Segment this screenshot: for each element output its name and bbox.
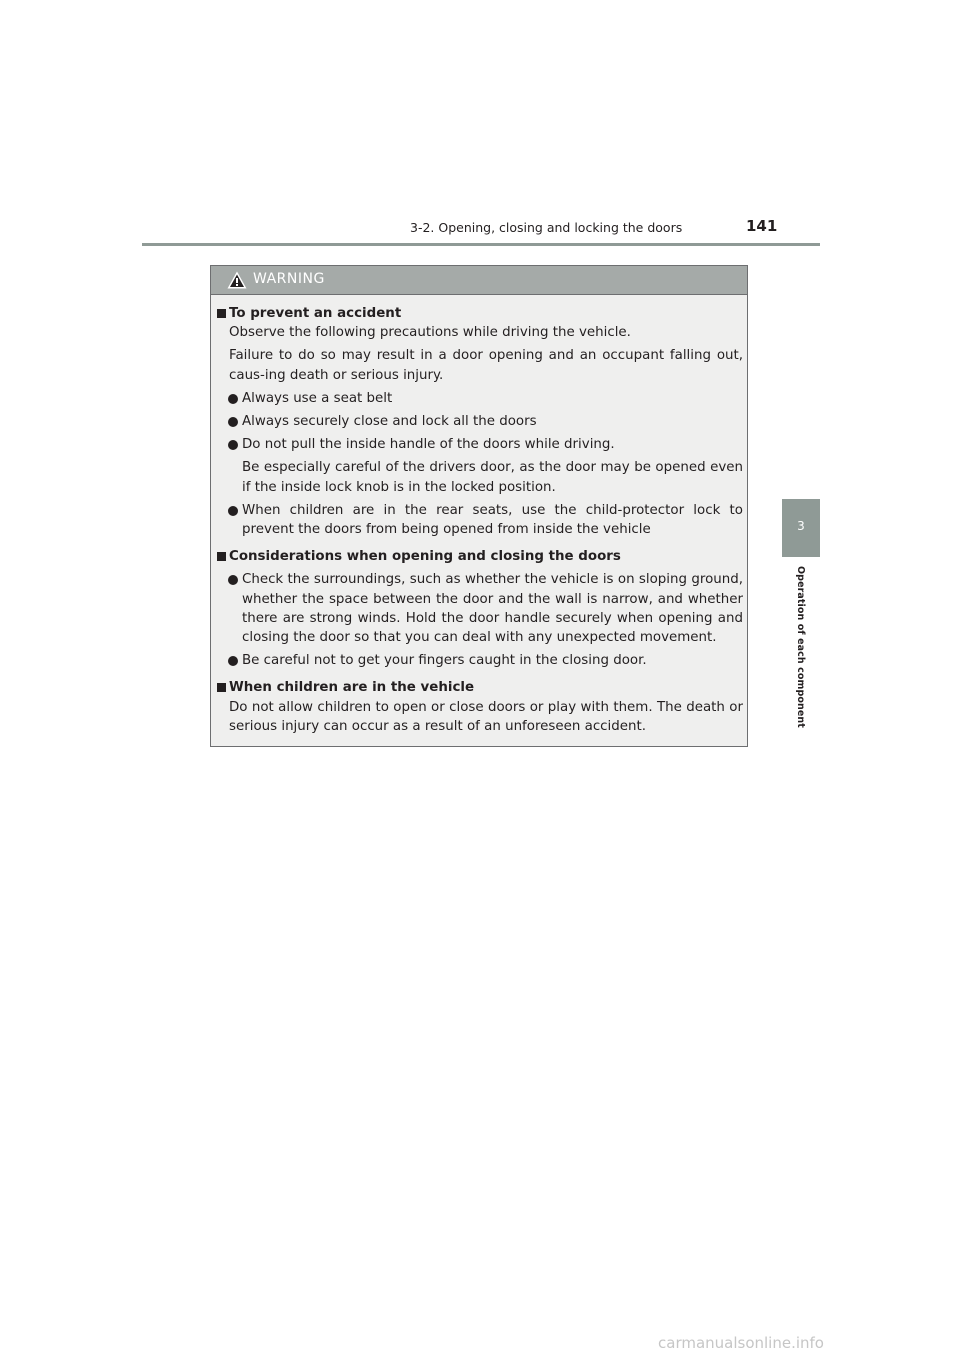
square-bullet-icon bbox=[217, 683, 226, 692]
accident-intro: Observe the following precautions while driving the vehicle. bbox=[229, 325, 631, 341]
section-heading-accident bbox=[211, 304, 749, 323]
list-item-text: Always securely close and lock all the doors bbox=[242, 414, 537, 430]
list-item bbox=[211, 651, 749, 670]
accident-detail: Failure to do so may result in a door opening and an occupant falling out, caus-ing death or serious injury. bbox=[229, 348, 743, 383]
list-item-text: Be careful not to get your fingers caught in the closing door. bbox=[242, 653, 647, 669]
round-bullet-icon bbox=[228, 656, 238, 666]
list-item-text: When children are in the rear seats, use the child-protector lock to prevent the doors from being opened from inside the vehicle bbox=[242, 502, 743, 538]
list-item bbox=[211, 412, 749, 431]
round-bullet-icon bbox=[228, 506, 238, 516]
list-item-text: Do not pull the inside handle of the doors while driving. bbox=[242, 437, 615, 453]
chapter-tab-label: Operation of each component bbox=[795, 566, 806, 728]
round-bullet-icon bbox=[228, 394, 238, 404]
round-bullet-icon bbox=[228, 417, 238, 427]
section-heading-opening bbox=[211, 547, 749, 566]
section-heading-text: When children are in the vehicle bbox=[229, 680, 475, 696]
chapter-tab-number: 3 bbox=[797, 519, 805, 533]
children-text: Do not allow children to open or close doors or play with them. The death or serious injury can occur as a result of an unforeseen accident. bbox=[229, 699, 743, 734]
header-rule bbox=[142, 243, 820, 246]
round-bullet-icon bbox=[228, 440, 238, 450]
running-header-section: 3-2. Opening, closing and locking the doors bbox=[410, 220, 683, 235]
warning-triangle-icon bbox=[227, 271, 247, 289]
round-bullet-icon bbox=[228, 575, 238, 585]
list-item bbox=[211, 435, 749, 454]
list-item-text: Always use a seat belt bbox=[242, 390, 393, 406]
chapter-tab bbox=[782, 499, 820, 557]
list-item bbox=[211, 501, 749, 539]
section-heading-text: To prevent an accident bbox=[229, 306, 402, 321]
square-bullet-icon bbox=[217, 552, 226, 561]
warning-header bbox=[211, 266, 747, 295]
page-number: 141 bbox=[746, 217, 778, 235]
list-item-text: Check the surroundings, such as whether the vehicle is on sloping ground, whether the space between the door and the wall is narrow, and whether there are strong winds. Hold the door handle securely when opening and closing the door so that you can deal with any unexpected movement. bbox=[242, 572, 743, 646]
list-item-subtext: Be especially careful of the drivers door, as the door may be opened even if the inside lock knob is in the locked position. bbox=[242, 460, 743, 495]
warning-body bbox=[211, 304, 749, 736]
warning-title: WARNING bbox=[253, 271, 325, 287]
square-bullet-icon bbox=[217, 309, 226, 318]
section-heading-text: Considerations when opening and closing the doors bbox=[229, 549, 621, 565]
warning-box bbox=[210, 265, 748, 747]
footer-watermark: carmanualsonline.info bbox=[658, 1334, 824, 1352]
list-item bbox=[211, 570, 749, 647]
section-heading-children bbox=[211, 678, 749, 697]
list-item bbox=[211, 389, 749, 408]
